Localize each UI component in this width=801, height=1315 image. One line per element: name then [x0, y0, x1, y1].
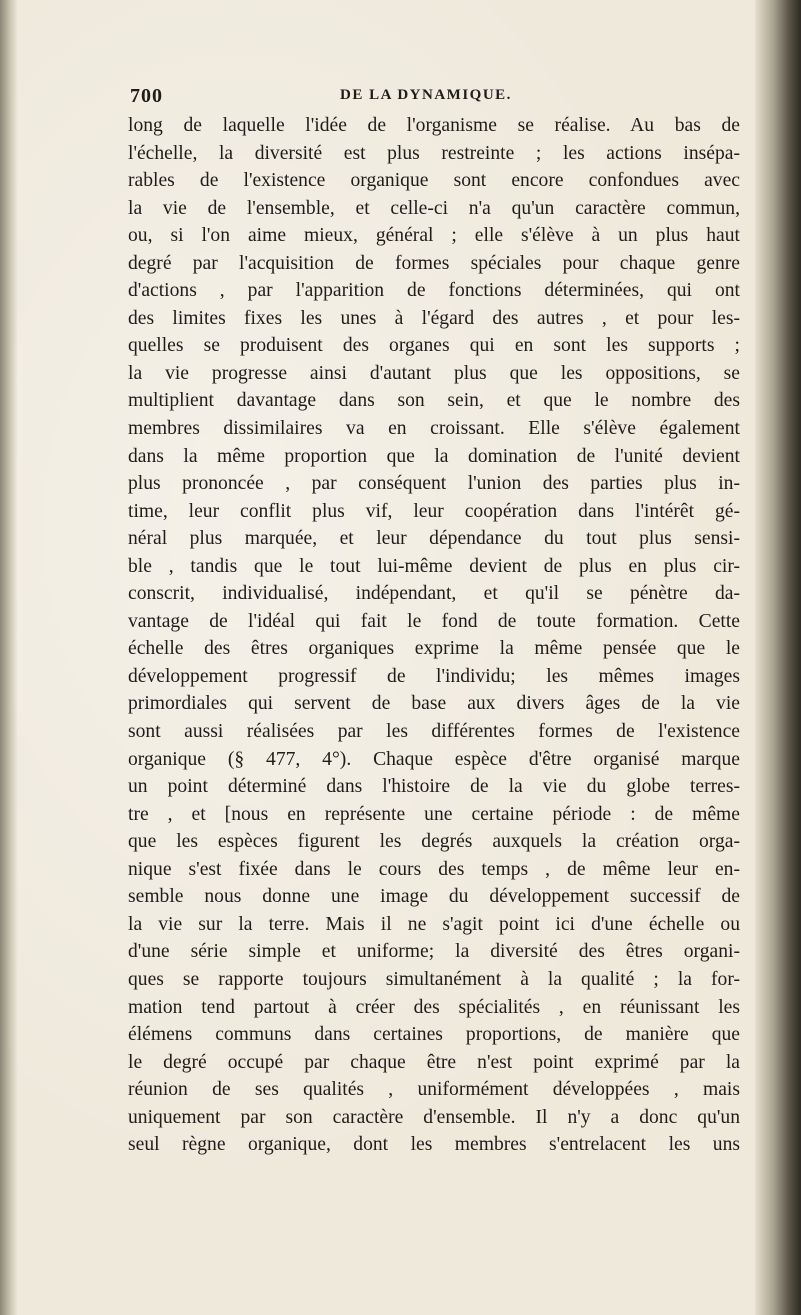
- text-line: échelle des êtres organiques exprime la même pensée que le: [128, 638, 740, 660]
- page-number: 700: [130, 85, 163, 107]
- text-line: le degré occupé par chaque être n'est point exprimé par la: [128, 1051, 740, 1073]
- text-line: la vie de l'ensemble, et celle-ci n'a qu'un caractère commun,: [128, 197, 740, 219]
- text-line: développement progressif de l'individu; les mêmes images: [128, 665, 740, 687]
- text-line: long de laquelle l'idée de l'organisme se réalise. Au bas de: [128, 115, 740, 136]
- text-line: la vie sur la terre. Mais il ne s'agit point ici d'une échelle ou: [128, 913, 740, 935]
- text-line: primordiales qui servent de base aux divers âges de la vie: [128, 693, 740, 715]
- text-line: néral plus marquée, et leur dépendance du tout plus sensi-: [128, 528, 740, 550]
- text-line: mation tend partout à créer des spécialités , en réunissant les: [128, 996, 740, 1018]
- text-line: multiplient davantage dans son sein, et que le nombre des: [128, 390, 740, 412]
- page-left-shadow: [0, 0, 18, 1315]
- text-line: que les espèces figurent les degrés auxquels la création orga-: [128, 831, 740, 853]
- text-line: élémens communs dans certaines proportions, de manière que: [128, 1024, 740, 1046]
- text-line: conscrit, individualisé, indépendant, et qu'il se pénètre da-: [128, 583, 740, 605]
- text-line: ou, si l'on aime mieux, général ; elle s'élève à un plus haut: [128, 225, 740, 247]
- text-line: sont aussi réalisées par les différentes formes de l'existence: [128, 721, 740, 743]
- text-line: time, leur conflit plus vif, leur coopération dans l'intérêt gé-: [128, 500, 740, 522]
- text-line: des limites fixes les unes à l'égard des autres , et pour les-: [128, 307, 740, 329]
- text-line: uniquement par son caractère d'ensemble. Il n'y a donc qu'un: [128, 1106, 740, 1128]
- text-line: dans la même proportion que la domination de l'unité devient: [128, 445, 740, 467]
- book-binding-edge: [755, 0, 801, 1315]
- text-line: la vie progresse ainsi d'autant plus que les oppositions, se: [128, 362, 740, 384]
- text-line: membres dissimilaires va en croissant. Elle s'élève également: [128, 418, 740, 440]
- text-line: ble , tandis que le tout lui-même devient de plus en plus cir-: [128, 555, 740, 577]
- text-line: degré par l'acquisition de formes spéciales pour chaque genre: [128, 252, 740, 274]
- text-line: d'actions , par l'apparition de fonctions déterminées, qui ont: [128, 280, 740, 302]
- text-line: un point déterminé dans l'histoire de la vie du globe terres-: [128, 776, 740, 798]
- running-title: DE LA DYNAMIQUE.: [340, 87, 512, 103]
- text-line: plus prononcée , par conséquent l'union des parties plus in-: [128, 473, 740, 495]
- text-line: seul règne organique, dont les membres s'entrelacent les uns: [128, 1134, 740, 1156]
- page-header: [130, 85, 740, 109]
- text-line: l'échelle, la diversité est plus restreinte ; les actions insépa-: [128, 142, 740, 164]
- text-line: vantage de l'idéal qui fait le fond de toute formation. Cette: [128, 610, 740, 632]
- text-line: quelles se produisent des organes qui en sont les supports ;: [128, 335, 740, 357]
- text-line: d'une série simple et uniforme; la diversité des êtres organi-: [128, 941, 740, 963]
- text-line: organique (§ 477, 4°). Chaque espèce d'être organisé marque: [128, 748, 740, 770]
- text-line: nique s'est fixée dans le cours des temps , de même leur en-: [128, 858, 740, 880]
- text-line: rables de l'existence organique sont encore confondues avec: [128, 170, 740, 192]
- body-text: [128, 112, 740, 1159]
- text-line: réunion de ses qualités , uniformément développées , mais: [128, 1079, 740, 1101]
- text-line: tre , et [nous en représente une certaine période : de même: [128, 803, 740, 825]
- text-line: semble nous donne une image du développement successif de: [128, 886, 740, 908]
- text-line: ques se rapporte toujours simultanément à la qualité ; la for-: [128, 968, 740, 990]
